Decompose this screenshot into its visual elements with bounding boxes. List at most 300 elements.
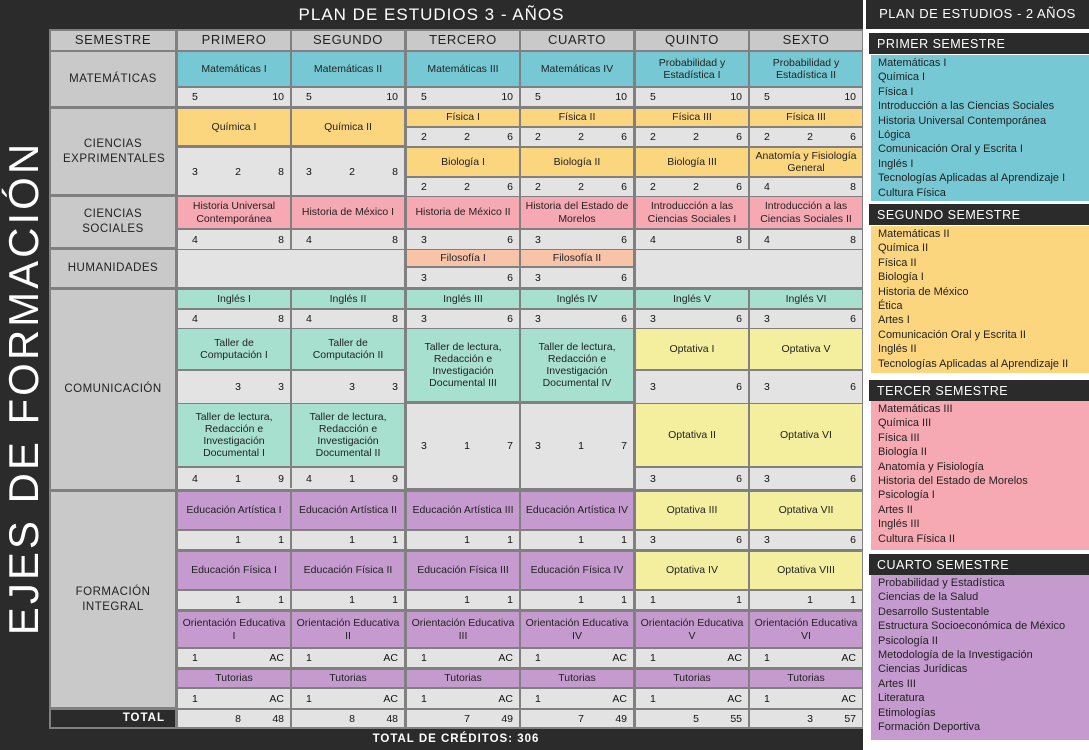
grand-total: TOTAL DE CRÉDITOS: 306 (372, 732, 540, 745)
credit-value: 1 (650, 692, 656, 705)
subject-ingles-i (178, 290, 290, 308)
credit-value: 4 (192, 233, 198, 246)
credit-value: 2 (650, 181, 656, 193)
credit-value (521, 591, 566, 609)
credit-value: 8 (850, 233, 857, 246)
credit-value: 49 (501, 712, 514, 725)
semester-header-2 (292, 31, 404, 50)
axis-label: HUMANIDADES (67, 262, 159, 275)
credit-value: 8 (392, 313, 399, 325)
credit-value: 4 (764, 233, 770, 246)
credit-value (178, 710, 223, 727)
subject-optativa-viii (750, 552, 862, 589)
subject-name: Orientación Educativa IV (525, 617, 629, 642)
semester-header-1 (178, 31, 290, 50)
credit-row (178, 689, 290, 708)
credit-value (795, 689, 826, 708)
side-list-item: Artes II (878, 503, 913, 516)
credit-value: 1 (578, 594, 584, 606)
subject-fisica-ii (521, 109, 633, 126)
credit-value: 1 (621, 534, 628, 546)
semester-header-label: CUARTO (547, 32, 607, 48)
subject-name: Tutorias (215, 672, 253, 685)
credit-value: 4 (192, 313, 198, 325)
credit-value (337, 310, 368, 328)
credit-value: 6 (507, 233, 514, 246)
credit-row (636, 689, 748, 708)
credit-value: 1 (278, 534, 285, 546)
credit-value: 3 (650, 381, 656, 393)
credit-row (750, 88, 862, 106)
credit-value (566, 649, 597, 667)
credit-value (337, 88, 368, 106)
subject-name: Optativa VII (778, 504, 834, 517)
credit-row (636, 649, 748, 667)
side-list-item: Historia del Estado de Morelos (878, 475, 1028, 488)
credit-row (636, 178, 748, 196)
credit-row (750, 310, 862, 328)
credit-value: 1 (421, 692, 427, 705)
subject-name: Física III (786, 111, 826, 124)
side-list-item: Inglés I (878, 157, 914, 170)
credit-value (795, 178, 826, 196)
credit-row (750, 128, 862, 146)
side-list-item: Inglés II (878, 343, 917, 356)
credit-value: 1 (578, 534, 584, 546)
semester-header-label: QUINTO (665, 32, 719, 48)
credit-row (750, 591, 862, 609)
subject-filosofia-i (407, 250, 519, 266)
axis-label-formacion-integral (51, 492, 175, 707)
side-list-item: Historia de México (878, 285, 969, 298)
subject-introduccion-a-las-ciencias-sociales-i (636, 197, 748, 228)
credit-row (750, 178, 862, 196)
subject-optativa-ii (636, 404, 748, 466)
credit-value: 1 (650, 594, 656, 606)
credit-row (407, 404, 519, 488)
credit-value: 1 (192, 652, 198, 664)
credit-value: 3 (535, 271, 541, 284)
vertical-title: EJES DE FORMACIÓN (0, 140, 47, 636)
credit-value: 3 (392, 381, 399, 393)
credit-row (178, 371, 290, 403)
credit-row (750, 531, 862, 549)
credit-row (292, 689, 404, 708)
credit-value: 1 (535, 652, 541, 664)
credit-value: 7 (578, 712, 584, 725)
credit-row (750, 230, 862, 249)
side-list-item: Matemáticas II (878, 228, 950, 240)
side-list-item: Ciencias Jurídicas (878, 663, 968, 676)
credit-value (223, 88, 254, 106)
credit-value: 6 (621, 313, 628, 325)
credit-value: 3 (535, 440, 541, 452)
total-row-values (178, 710, 290, 727)
subject-name: Probabilidad y Estadística II (772, 56, 840, 81)
subject-quimica-i (178, 109, 290, 145)
credit-value: AC (727, 652, 743, 664)
credit-value (681, 468, 712, 489)
side-section-title: SEGUNDO SEMESTRE (869, 204, 1089, 225)
credit-row (521, 689, 633, 708)
credit-value (292, 591, 337, 609)
credit-value (407, 591, 452, 609)
subject-name: Orientación Educativa V (640, 617, 744, 642)
subject-name: Química I (211, 120, 257, 133)
subject-name: Educación Artística IV (525, 504, 629, 517)
credit-value: 2 (349, 165, 355, 178)
total-label: TOTAL (122, 711, 165, 724)
subject-name: Física III (672, 111, 712, 124)
credit-value: AC (498, 692, 514, 705)
credit-value: 3 (235, 381, 241, 393)
subject-name: Física II (558, 111, 596, 124)
total-row-values (292, 710, 404, 727)
subject-name: Educación Física II (303, 564, 393, 577)
credit-value: 8 (278, 233, 285, 246)
side-list-item: Matemáticas III (878, 403, 953, 415)
subject-fisica-iii (636, 109, 748, 126)
credit-value: 2 (807, 131, 813, 143)
credit-value: 49 (615, 712, 628, 725)
subject-matematicas-iii (407, 52, 519, 86)
credit-value (795, 230, 826, 249)
credit-row (178, 230, 290, 249)
subject-name: Taller de lectura, Redacción e Investigación Documental III (424, 340, 502, 390)
axis-label: CIENCIAS EXPRIMENTALES (63, 137, 166, 165)
subject-name: Biología III (667, 155, 717, 168)
credit-value: 7 (507, 440, 514, 452)
axis-label-matematicas (51, 52, 175, 106)
credit-value: 10 (386, 91, 399, 103)
subject-name: Biología I (441, 155, 485, 168)
subject-name: Introducción a las Ciencias Sociales II (760, 200, 852, 225)
credit-value (566, 268, 597, 287)
credit-value: 5 (421, 91, 427, 103)
credit-value: 1 (578, 440, 584, 452)
credit-row (521, 230, 633, 249)
credit-value: 10 (272, 91, 285, 103)
credit-value (795, 310, 826, 328)
credit-value: 48 (272, 712, 285, 725)
subject-name: Orientación Educativa I (182, 617, 286, 642)
subject-fisica-i (407, 109, 519, 126)
credit-row (292, 531, 404, 549)
credit-value: 6 (507, 131, 514, 143)
credit-value: 3 (421, 313, 427, 325)
credit-value (795, 468, 826, 489)
subject-name: Inglés III (443, 292, 483, 305)
side-section-list (871, 226, 1089, 373)
subject-ingles-v (636, 290, 748, 308)
subject-name: Optativa II (668, 428, 716, 441)
side-list-item: Historia Universal Contemporánea (878, 114, 1047, 127)
credit-value: 1 (306, 652, 312, 664)
credit-value: 8 (392, 165, 399, 178)
credit-row (292, 649, 404, 667)
credit-value: 6 (507, 313, 514, 325)
subject-ingles-iii (407, 290, 519, 308)
side-section-list (871, 575, 1089, 740)
subject-name: Probabilidad y Estadística I (658, 56, 726, 81)
side-section-title: CUARTO SEMESTRE (869, 554, 1089, 575)
subject-taller-de-computacion-ii (292, 329, 404, 369)
subject-tutorias (750, 670, 862, 687)
credit-value: 6 (507, 181, 514, 193)
credit-value (292, 531, 337, 549)
credit-value: 6 (850, 381, 857, 393)
subject-name: Inglés VI (785, 292, 827, 305)
empty-cell-humanidades-left (178, 250, 404, 287)
credit-value: 57 (844, 712, 857, 725)
subject-anatomia-y-fisiologia-general (750, 148, 862, 176)
credit-value: AC (612, 652, 628, 664)
credit-row (636, 531, 748, 549)
credit-value (407, 710, 452, 727)
subject-fisica-iii (750, 109, 862, 126)
subject-optativa-iii (636, 492, 748, 529)
credit-value: 6 (736, 131, 743, 143)
side-list-item: Ética (878, 300, 903, 313)
credit-row (521, 178, 633, 196)
subject-name: Tutorias (444, 672, 482, 685)
credit-value: 1 (392, 534, 399, 546)
credit-value: 6 (736, 381, 743, 393)
subject-name: Educación Física III (417, 564, 509, 577)
credit-row (407, 268, 519, 287)
credit-value: 3 (764, 472, 770, 485)
subject-name: Física I (446, 111, 480, 124)
credit-value: 2 (693, 131, 699, 143)
subject-orientacion-educativa-v (636, 612, 748, 647)
credit-row (178, 531, 290, 549)
credit-row (178, 88, 290, 106)
credit-value: 2 (421, 131, 427, 143)
subject-name: Matemáticas I (201, 62, 267, 75)
credit-row (636, 88, 748, 106)
credit-value: 3 (535, 313, 541, 325)
side-list-item: Ciencias de la Salud (878, 591, 979, 604)
credit-value: 1 (349, 472, 355, 485)
credit-value: 4 (650, 233, 656, 246)
credit-value: 10 (730, 91, 743, 103)
subject-matematicas-iv (521, 52, 633, 86)
credit-value: 3 (807, 712, 813, 725)
credit-value: 8 (278, 165, 285, 178)
credit-value: 2 (764, 131, 770, 143)
credit-value: 6 (621, 233, 628, 246)
credit-value: 6 (736, 472, 743, 485)
semester-header-label: SEXTO (782, 32, 830, 48)
subject-name: Optativa I (669, 342, 715, 355)
credit-value: 10 (501, 91, 514, 103)
credit-row (521, 128, 633, 146)
credit-value (223, 230, 254, 249)
credit-row (521, 88, 633, 106)
credit-value (178, 531, 223, 549)
credit-value: AC (383, 652, 399, 664)
subject-name: Orientación Educativa III (411, 617, 515, 642)
subject-historia-universal-contemporanea (178, 197, 290, 228)
credit-value (795, 649, 826, 667)
subject-biologia-i (407, 148, 519, 176)
semester-header-5 (636, 31, 748, 50)
subject-name: Tutorias (787, 672, 825, 685)
credit-value: 7 (464, 712, 470, 725)
subject-name: Historia del Estado de Morelos (525, 200, 629, 225)
credit-value: 2 (421, 181, 427, 193)
credit-row (750, 649, 862, 667)
subject-name: Taller de lectura, Redacción e Investigación Documental I (195, 410, 273, 460)
credit-row (178, 310, 290, 328)
credit-value: 5 (535, 91, 541, 103)
subject-educacion-artistica-i (178, 492, 290, 529)
side-list-item: Estructura Socioeconómica de México (878, 620, 1066, 633)
credit-value (223, 310, 254, 328)
credit-row (407, 591, 519, 609)
credit-value: 4 (192, 472, 198, 485)
side-list-item: Química I (878, 71, 926, 84)
credit-value (407, 531, 452, 549)
side-section-title: TERCER SEMESTRE (869, 380, 1089, 401)
semester-header-6 (750, 31, 862, 50)
credit-value (178, 591, 223, 609)
subject-optativa-i (636, 329, 748, 369)
credit-value: 1 (392, 594, 399, 606)
subject-educacion-fisica-iv (521, 552, 633, 589)
credit-value (566, 88, 597, 106)
side-list-item: Cultura Física II (878, 532, 956, 545)
credit-value: 1 (235, 472, 241, 485)
credit-row (292, 310, 404, 328)
credit-value: 1 (807, 594, 813, 606)
credit-value: 3 (764, 534, 770, 546)
credit-value: 7 (621, 440, 628, 452)
credit-value: 4 (306, 472, 312, 485)
credit-value: 1 (349, 534, 355, 546)
axis-label: COMUNICACIÓN (64, 383, 162, 396)
axis-label-ciencias-sociales (51, 197, 175, 247)
credit-value: 3 (278, 381, 285, 393)
credit-value (681, 310, 712, 328)
credit-value (178, 371, 223, 403)
credit-value: 1 (535, 692, 541, 705)
side-title-bar (866, 0, 1089, 29)
credit-value: AC (841, 692, 857, 705)
side-list-item: Química II (878, 242, 929, 255)
credit-value: 9 (392, 472, 399, 485)
credit-value: AC (841, 652, 857, 664)
credit-value: 2 (464, 131, 470, 143)
semester-header-label: TERCERO (429, 32, 497, 48)
side-list-item: Metodología de la Investigación (878, 649, 1033, 662)
credit-value: 1 (850, 594, 857, 606)
credit-row (521, 531, 633, 549)
credit-value: 5 (693, 712, 699, 725)
subject-name: Historia de México II (415, 206, 511, 219)
semester-header-label: SEMESTRE (74, 32, 152, 48)
side-list-item: Biología I (878, 271, 924, 284)
credit-value (681, 689, 712, 708)
subject-tutorias (521, 670, 633, 687)
side-list-item: Química III (878, 417, 932, 430)
subject-historia-de-mexico-i (292, 197, 404, 228)
subject-ingles-ii (292, 290, 404, 308)
subject-matematicas-i (178, 52, 290, 86)
credit-value (566, 230, 597, 249)
credit-value: 6 (850, 131, 857, 143)
credit-value: 6 (736, 313, 743, 325)
credit-value: 8 (235, 712, 241, 725)
credit-value: 3 (306, 165, 312, 178)
credit-value: 3 (421, 233, 427, 246)
side-list-item: Biología II (878, 446, 927, 459)
credit-value: 1 (235, 534, 241, 546)
subject-orientacion-educativa-iii (407, 612, 519, 647)
subject-probabilidad-y-estadistica-i (636, 52, 748, 86)
subject-historia-de-mexico-ii (407, 197, 519, 228)
credit-value: 5 (650, 91, 656, 103)
credit-value: 2 (535, 181, 541, 193)
side-list-item: Lógica (878, 129, 911, 142)
credit-value: 48 (386, 712, 399, 725)
subject-orientacion-educativa-i (178, 612, 290, 647)
subject-name: Educación Artística III (412, 504, 514, 517)
credit-value (681, 649, 712, 667)
subject-name: Historia Universal Contemporánea (192, 200, 276, 225)
subject-tutorias (178, 670, 290, 687)
subject-name: Matemáticas IV (540, 62, 614, 75)
plan-title: PLAN DE ESTUDIOS 3 - AÑOS (298, 4, 565, 24)
credit-value (681, 230, 712, 249)
credit-row (292, 591, 404, 609)
credit-value (636, 710, 681, 727)
subject-educacion-artistica-ii (292, 492, 404, 529)
credit-row (636, 591, 748, 609)
credit-value (223, 689, 254, 708)
subject-taller-de-lectura-redaccion-e-investigacion-documental-ii (292, 404, 404, 466)
credit-value: 1 (621, 594, 628, 606)
credit-value: 3 (650, 313, 656, 325)
credit-value: AC (269, 692, 285, 705)
credit-value: 5 (306, 91, 312, 103)
axis-label-comunicacion (51, 290, 175, 489)
credit-value: 4 (306, 313, 312, 325)
credit-value: 6 (736, 181, 743, 193)
credit-value: 1 (764, 692, 770, 705)
subject-orientacion-educativa-ii (292, 612, 404, 647)
credit-value: 6 (736, 534, 743, 546)
total-row-values (521, 710, 633, 727)
subject-educacion-artistica-iv (521, 492, 633, 529)
credit-value (292, 371, 337, 403)
side-list-item: Desarrollo Sustentable (878, 605, 990, 618)
subject-name: Optativa V (781, 342, 831, 355)
credit-value: 6 (850, 313, 857, 325)
credit-value: 8 (736, 233, 743, 246)
credit-value: 8 (392, 233, 399, 246)
credit-value: 3 (650, 534, 656, 546)
subject-quimica-ii (292, 109, 404, 145)
credit-value: 1 (235, 594, 241, 606)
credit-value: 3 (421, 440, 427, 452)
subject-name: Inglés I (217, 292, 251, 305)
subject-name: Educación Física I (191, 564, 277, 577)
subject-name: Tutorias (673, 672, 711, 685)
credit-row (407, 88, 519, 106)
credit-value: 1 (349, 594, 355, 606)
credit-row (521, 404, 633, 488)
